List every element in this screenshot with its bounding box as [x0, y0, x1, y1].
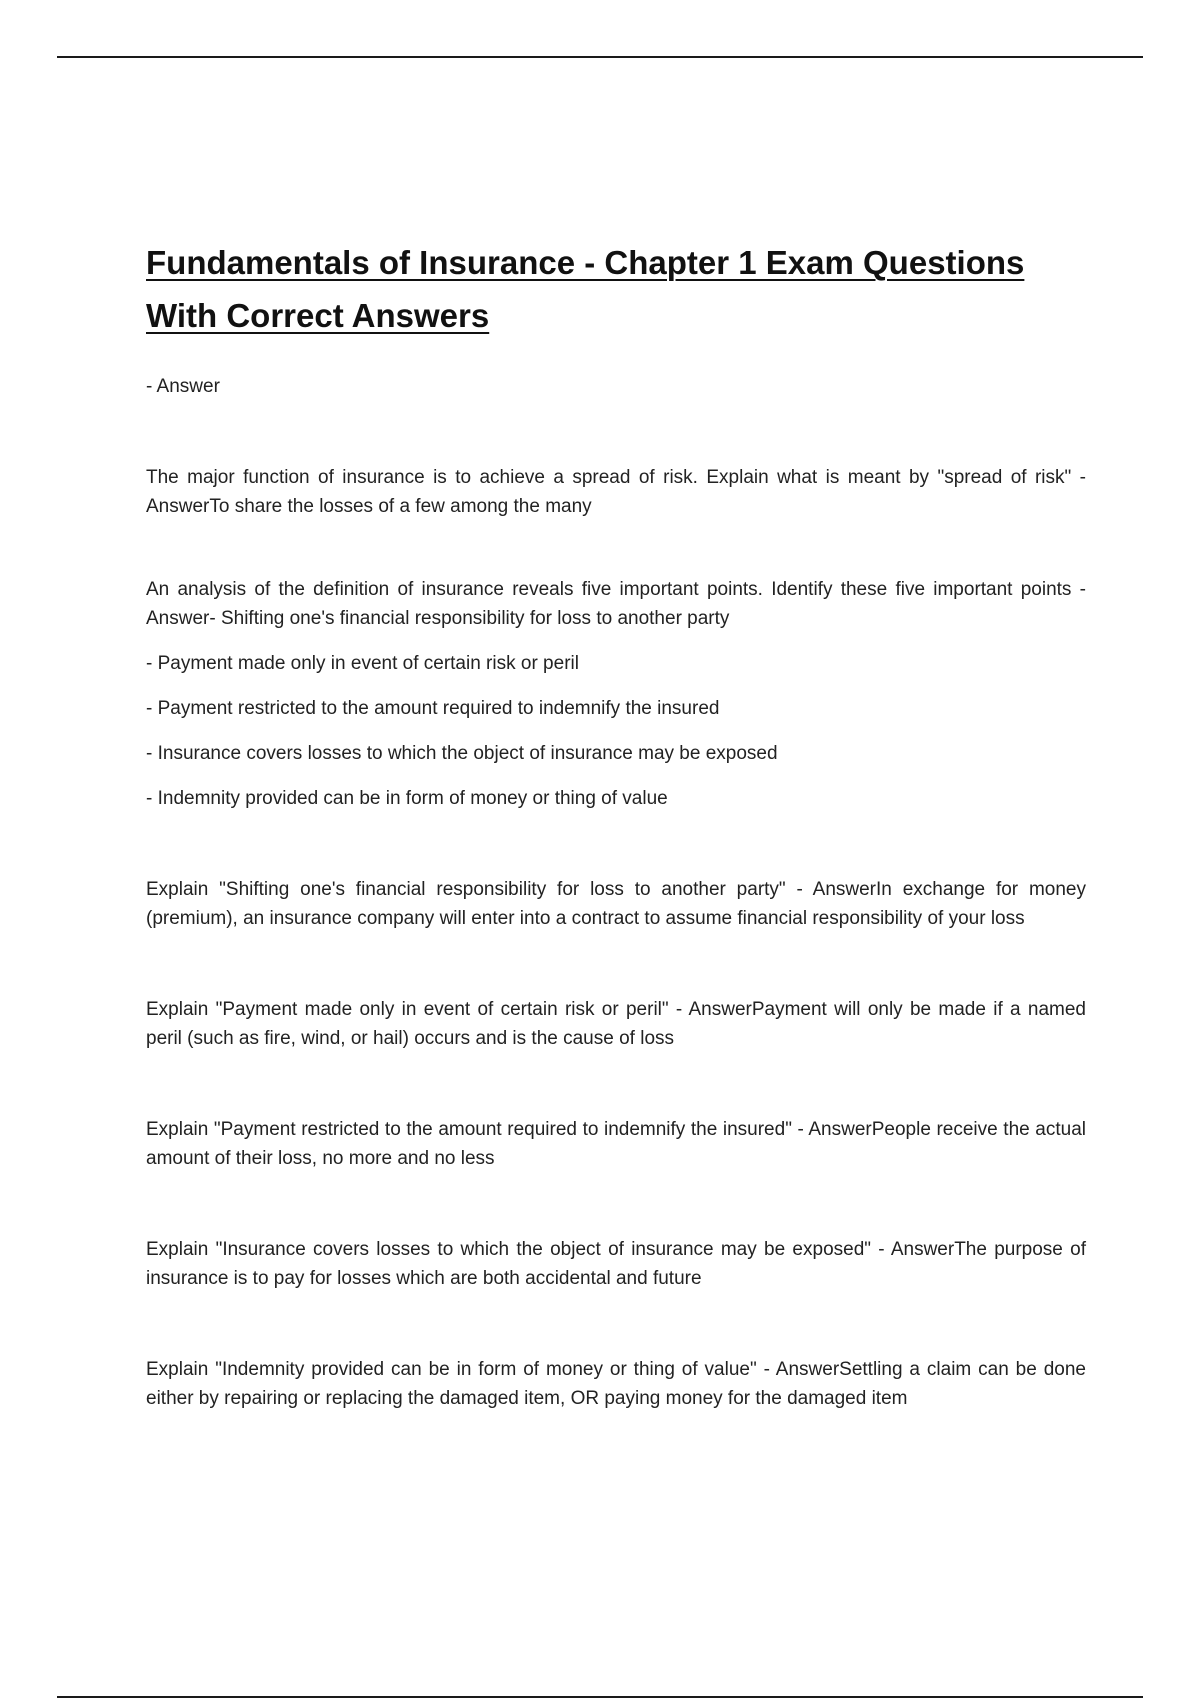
answer-bullet-list	[146, 649, 1086, 813]
qa-item: An analysis of the definition of insurance reveals five important points. Identify these five important points - Answer- Shifting one's financial responsibility for loss to another party	[146, 579, 1086, 629]
list-item: - Payment restricted to the amount required to indemnify the insured	[146, 698, 720, 719]
list-item: - Payment made only in event of certain risk or peril	[146, 653, 579, 674]
qa-item: Explain "Indemnity provided can be in form of money or thing of value" - AnswerSettling a claim can be done either by repairing or replacing the damaged item, OR paying money for the damaged item	[146, 1359, 1086, 1409]
list-item: - Insurance covers losses to which the object of insurance may be exposed	[146, 743, 778, 764]
document-body	[146, 236, 1086, 1413]
qa-item: Explain "Payment made only in event of certain risk or peril" - AnswerPayment will only be made if a named peril (such as fire, wind, or hail) occurs and is the cause of loss	[146, 999, 1086, 1049]
footer-rule	[57, 1696, 1143, 1698]
list-item: - Indemnity provided can be in form of money or thing of value	[146, 788, 668, 809]
qa-item: Explain "Insurance covers losses to which the object of insurance may be exposed" - AnswerThe purpose of insurance is to pay for losses which are both accidental and future	[146, 1239, 1086, 1289]
qa-item: Explain "Payment restricted to the amount required to indemnify the insured" - AnswerPeople receive the actual amount of their loss, no more and no less	[146, 1119, 1086, 1169]
qa-item: Explain "Shifting one's financial responsibility for loss to another party" - AnswerIn exchange for money (premium), an insurance company will enter into a contract to assume financial responsibility of your loss	[146, 879, 1086, 929]
intro-answer: - Answer	[146, 376, 220, 397]
qa-item: The major function of insurance is to achieve a spread of risk. Explain what is meant by "spread of risk" - AnswerTo share the losses of a few among the many	[146, 467, 1086, 517]
header-rule	[57, 56, 1143, 58]
document-title: Fundamentals of Insurance - Chapter 1 Exam Questions With Correct Answers	[146, 244, 1025, 334]
